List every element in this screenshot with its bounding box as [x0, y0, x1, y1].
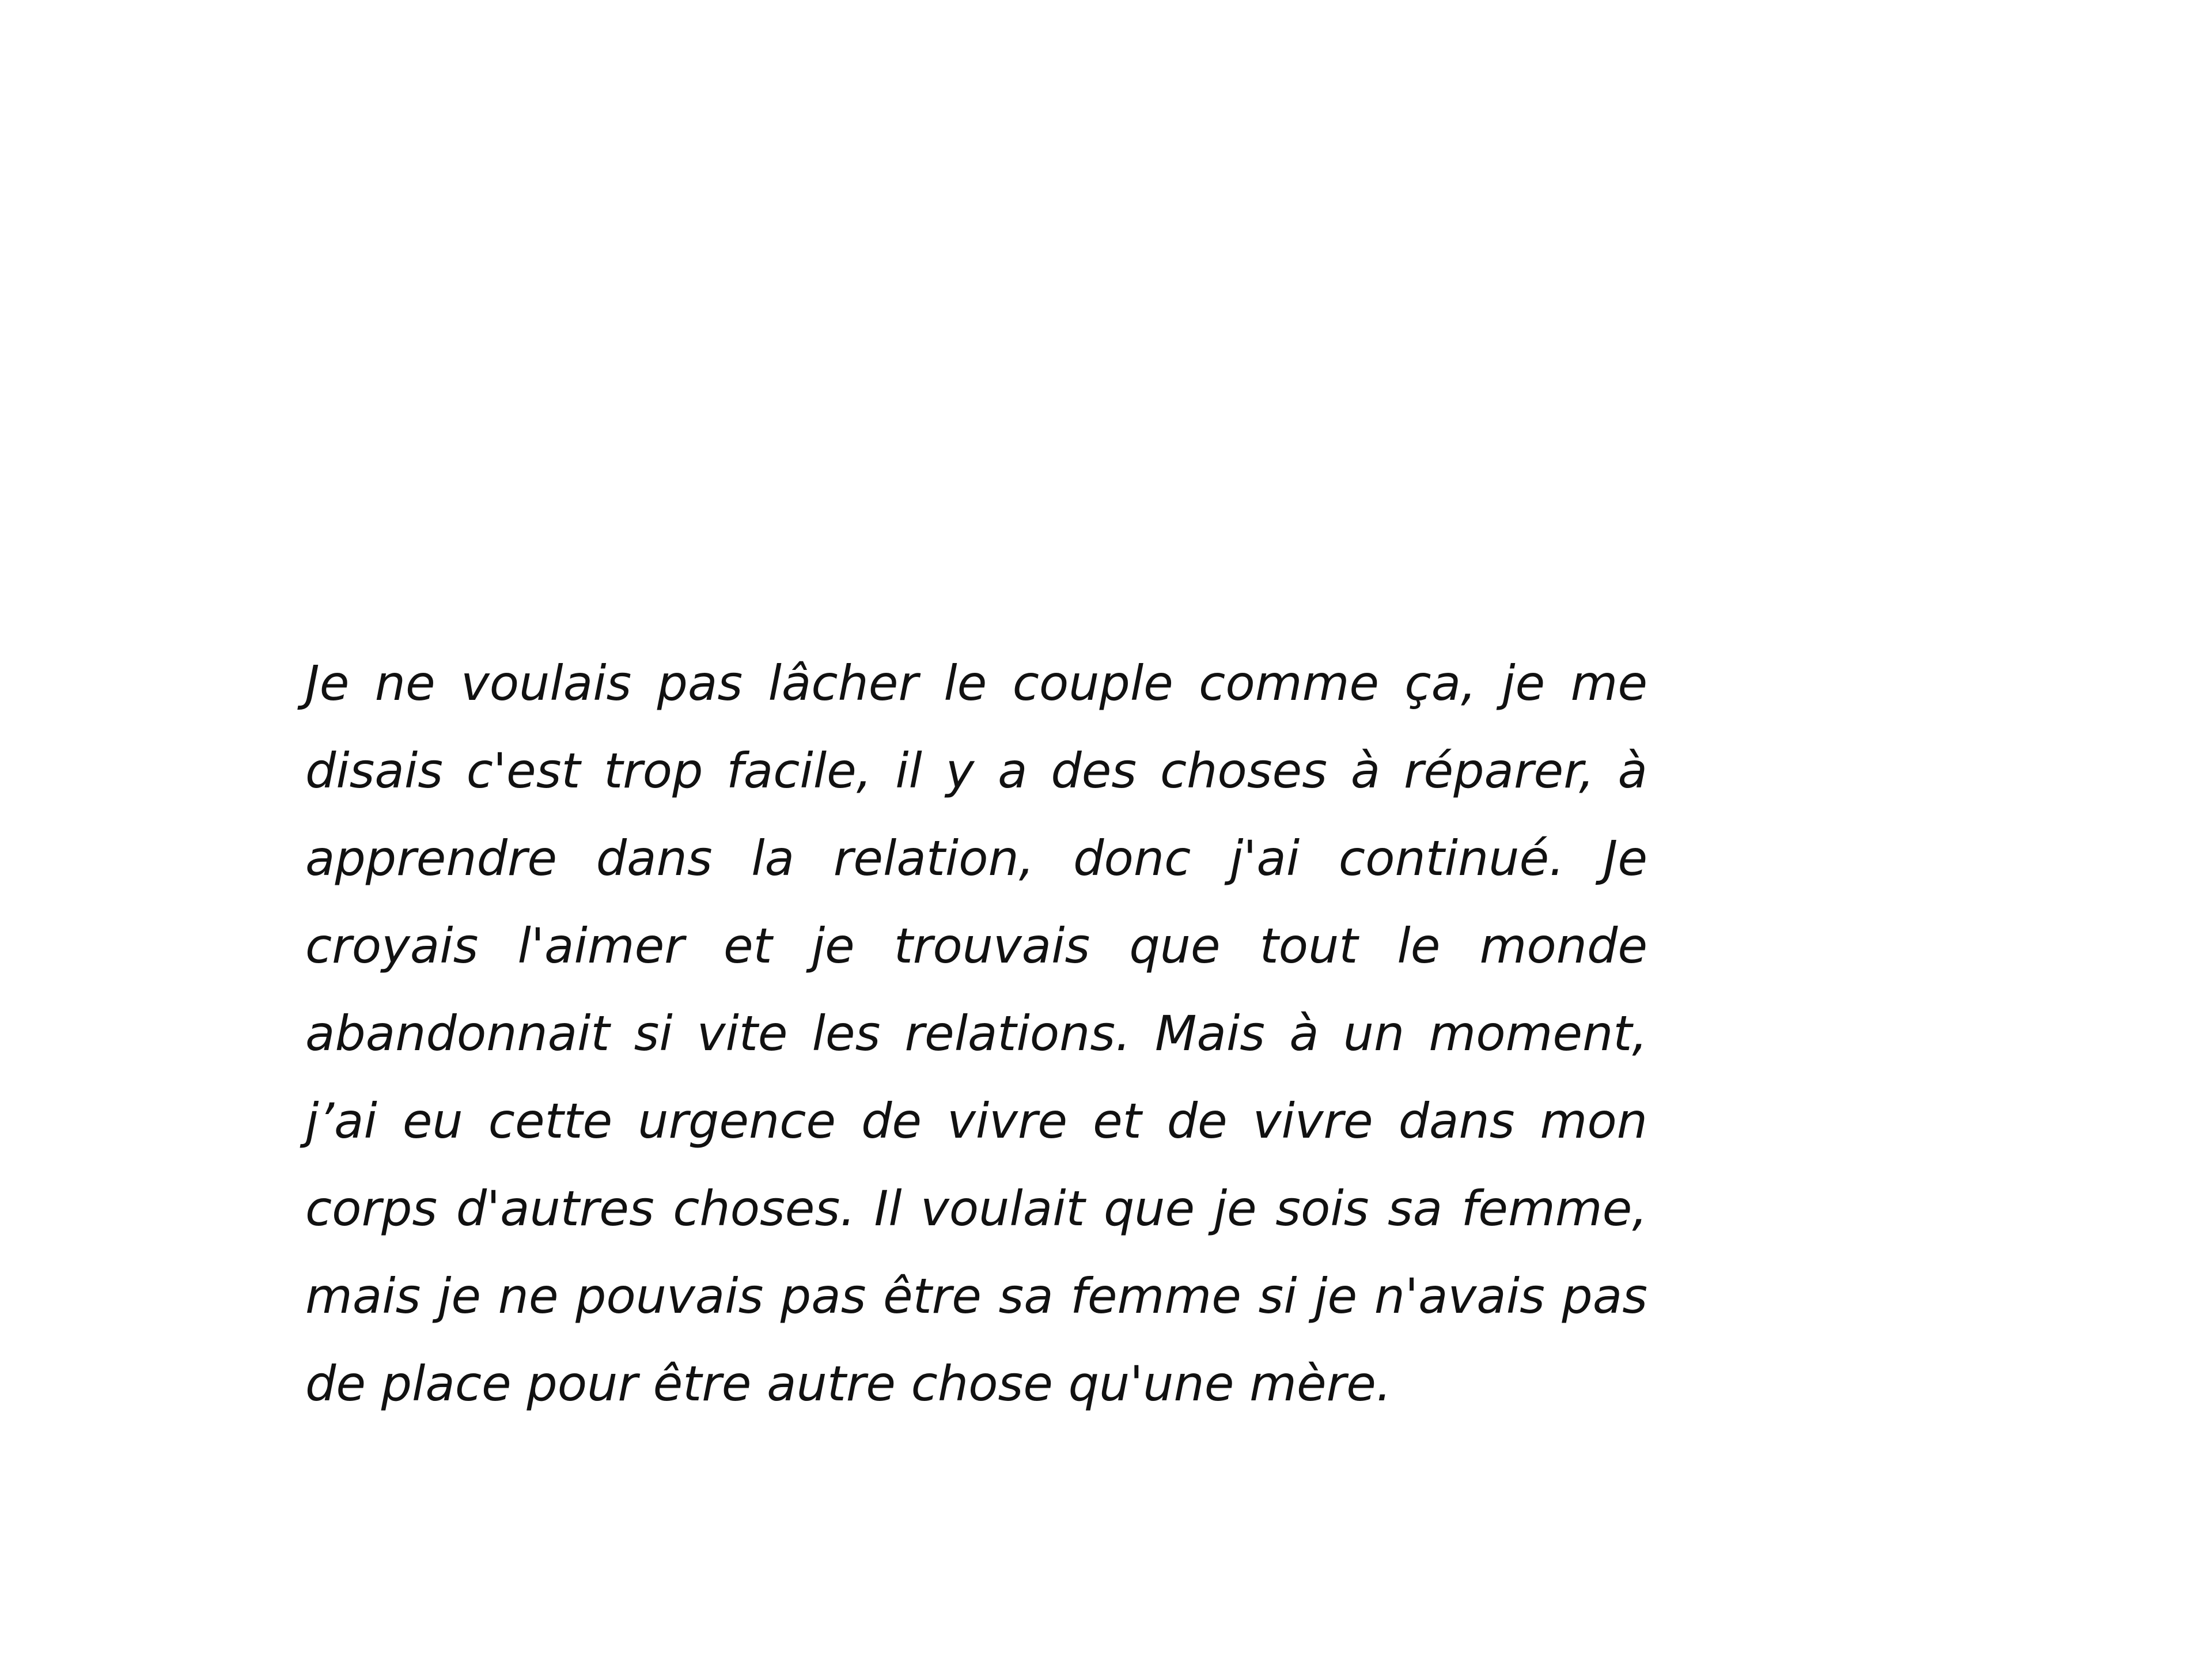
paragraph-line-3: apprendre dans la relation, donc j'ai continué. Je: [305, 830, 1647, 887]
body-paragraph: [305, 639, 1647, 1427]
paragraph-line-8: mais je ne pouvais pas être sa femme si je n'avais pas: [305, 1268, 1647, 1324]
paragraph-line-6: j’ai eu cette urgence de vivre et de vivre dans mon: [305, 1093, 1647, 1149]
paragraph-line-1: Je ne voulais pas lâcher le couple comme ça, je me: [305, 655, 1647, 711]
paragraph-line-7: corps d'autres choses. Il voulait que je sois sa femme,: [305, 1180, 1647, 1237]
paragraph-line-4: croyais l'aimer et je trouvais que tout le monde: [305, 918, 1647, 974]
paragraph-line-2: disais c'est trop facile, il y a des choses à réparer, à: [305, 743, 1647, 799]
paragraph-line-9: de place pour être autre chose qu'une mère.: [305, 1355, 1392, 1412]
paragraph-line-5: abandonnait si vite les relations. Mais à un moment,: [305, 1005, 1647, 1062]
